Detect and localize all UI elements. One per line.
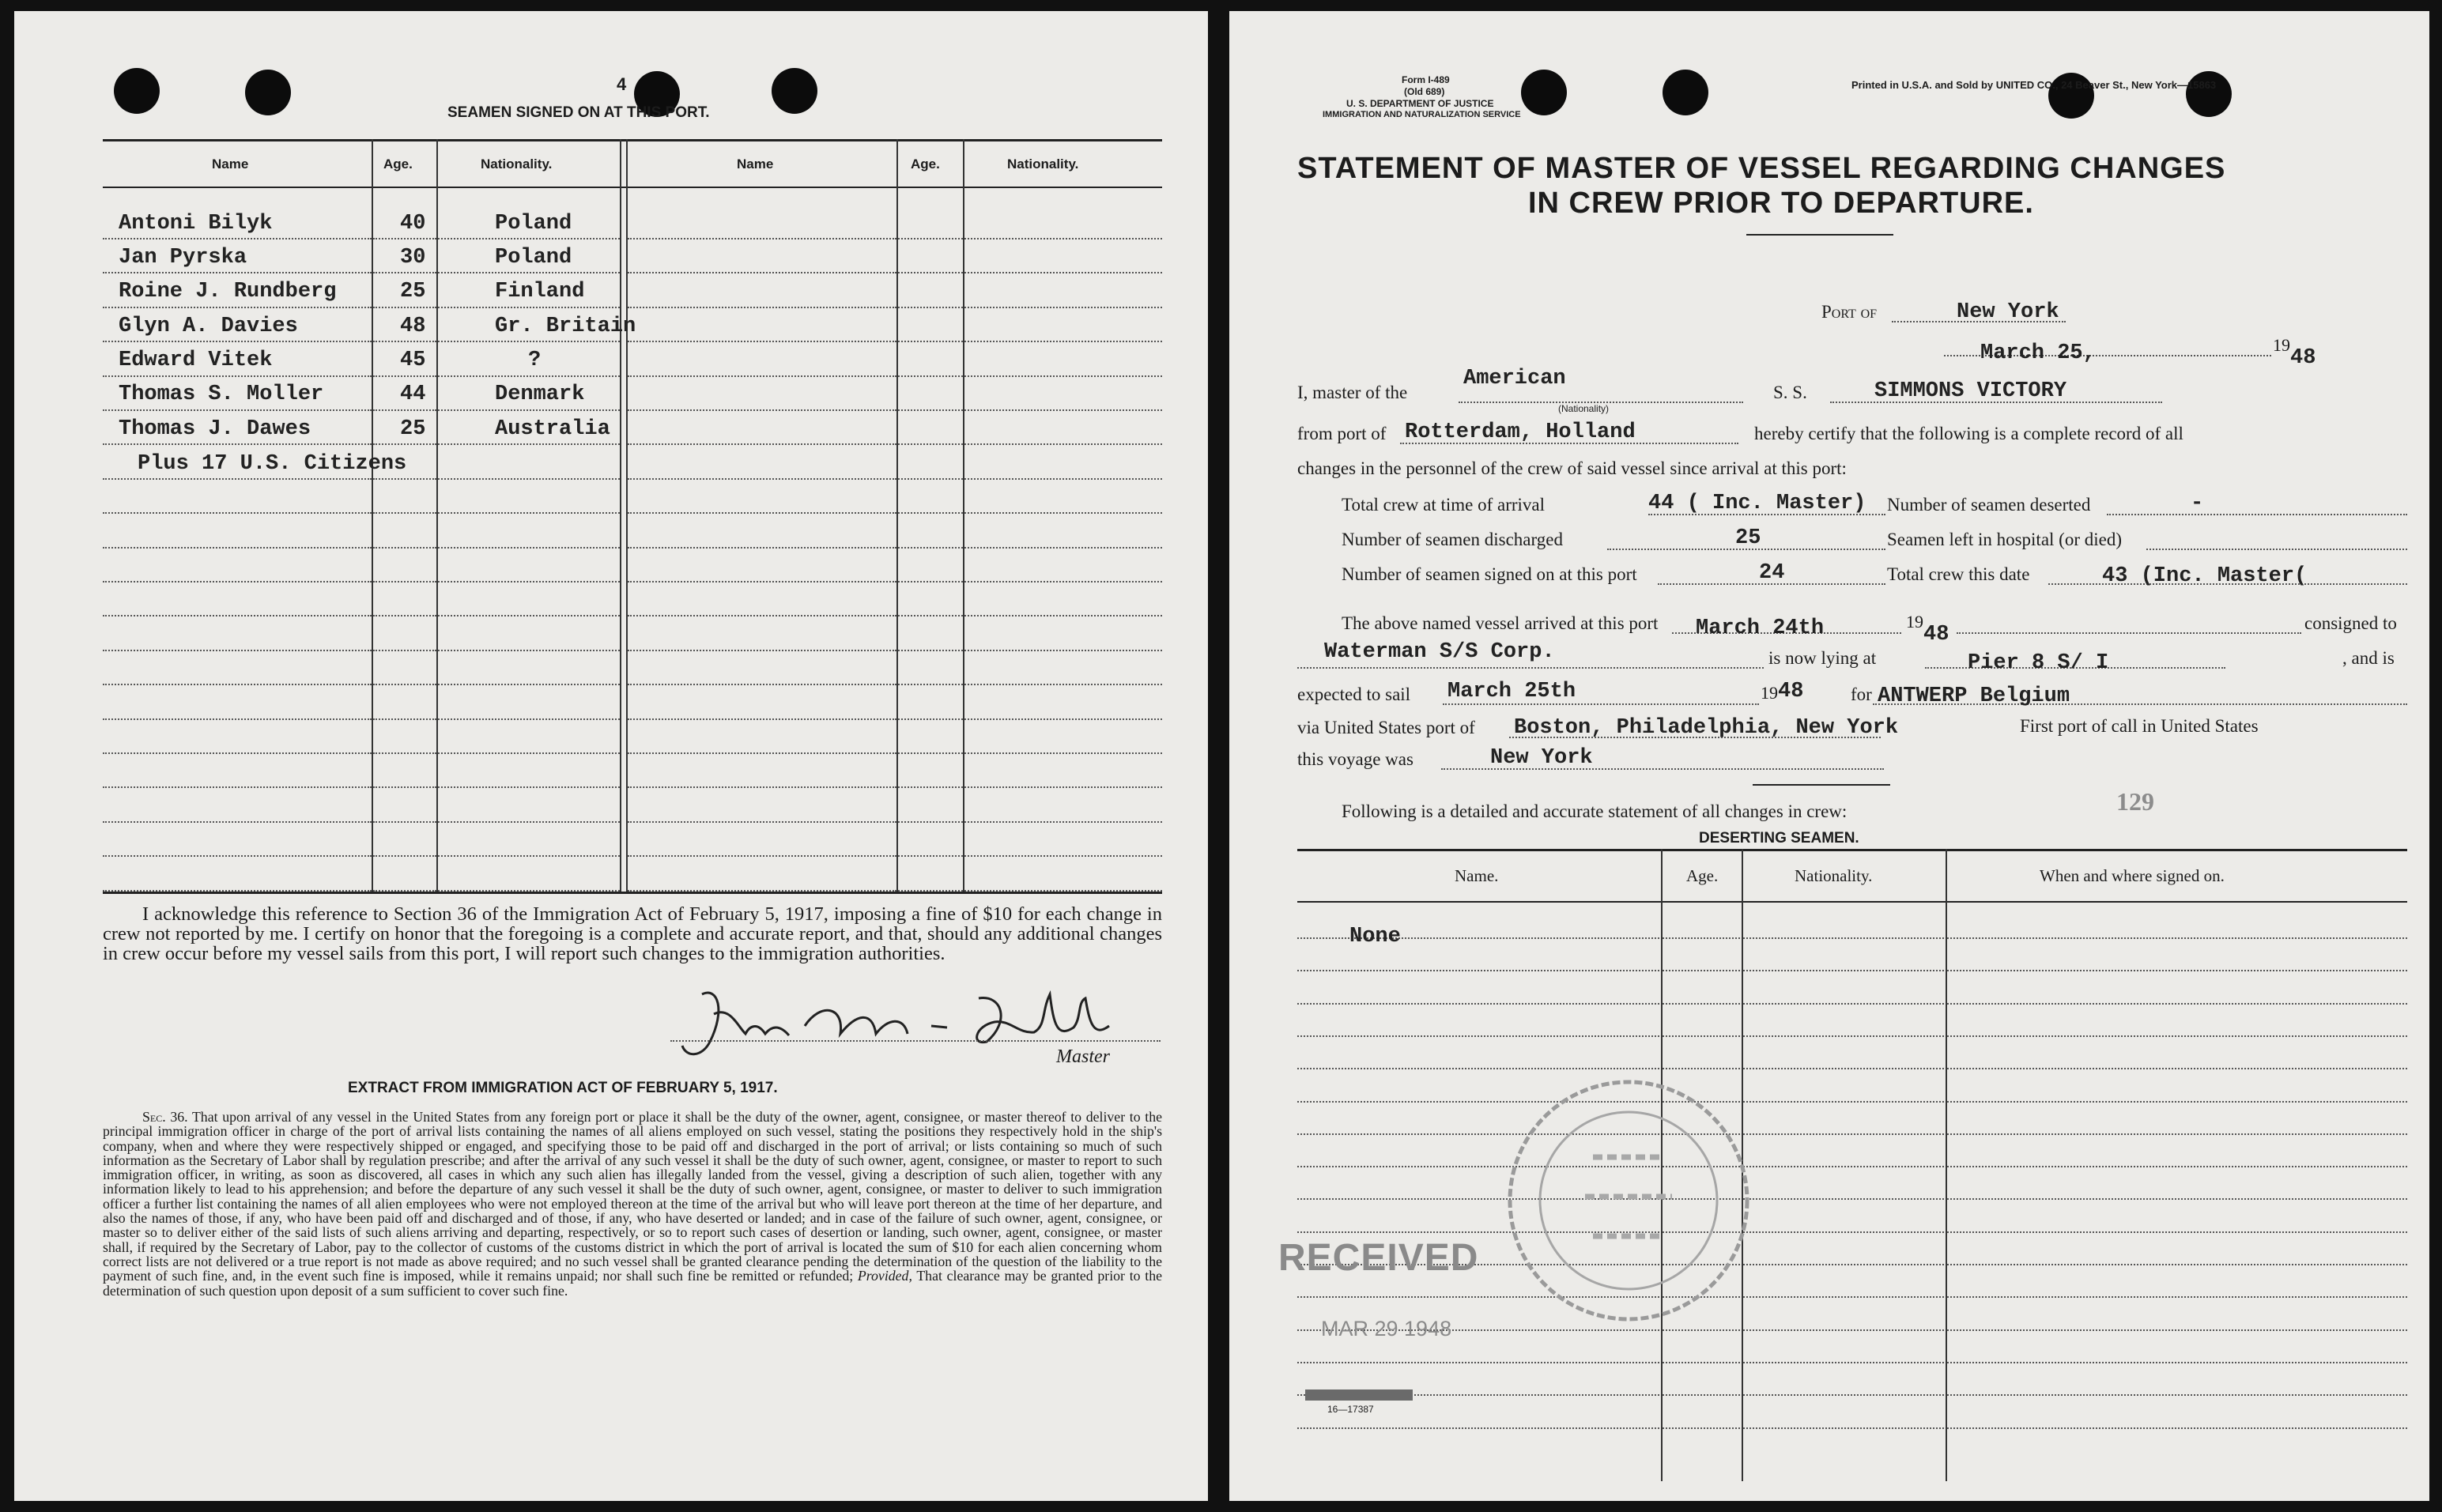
seaman-name: Antoni Bilyk — [119, 212, 273, 236]
table-row — [119, 280, 336, 304]
ruled-line — [628, 547, 896, 549]
table-row — [119, 315, 298, 338]
col-header-nationality: Nationality. — [481, 156, 553, 172]
ruled-line — [628, 512, 896, 514]
ruled-line — [628, 890, 896, 892]
for-label: for — [1851, 684, 1872, 704]
ruled-line — [1947, 1264, 2407, 1265]
ruled-line — [628, 684, 896, 685]
ruled-line — [438, 443, 620, 445]
ruled-line — [103, 341, 372, 342]
signed-on-value: 24 — [1759, 561, 1785, 585]
certify-text: hereby certify that the following is a complete record of all — [1754, 424, 2183, 443]
voyage-value: New York — [1490, 746, 1593, 770]
ruled-line — [898, 890, 963, 892]
ruled-line — [438, 307, 620, 308]
year-value: 48 — [2290, 346, 2316, 370]
total-crew-date-label: Total crew this date — [1887, 564, 2030, 584]
ruled-line — [103, 821, 372, 823]
ruled-line — [1297, 1427, 1659, 1429]
ruled-line — [438, 478, 620, 480]
right-page — [1229, 11, 2429, 1501]
vessel-name: SIMMONS VICTORY — [1874, 379, 2067, 403]
arrived-value: March 24th — [1696, 616, 1825, 640]
extract-provided: Provided, — [857, 1268, 912, 1284]
ruled-line — [373, 478, 436, 480]
seaman-nationality: Finland — [495, 280, 585, 304]
ruled-line — [964, 615, 1162, 616]
destination-value: ANTWERP Belgium — [1878, 684, 2070, 708]
changes-text: changes in the personnel of the crew of said vessel since arrival at this port: — [1297, 458, 1847, 478]
redacted-line — [1305, 1389, 1413, 1401]
ruled-line — [898, 718, 963, 720]
col-header-age: Age. — [911, 156, 940, 172]
ruled-line — [373, 650, 436, 651]
ruled-line — [898, 443, 963, 445]
seaman-nationality: Poland — [495, 246, 572, 270]
ruled-line — [1743, 1198, 1944, 1200]
extract-text — [103, 1110, 1162, 1298]
ruled-line — [1947, 1133, 2407, 1135]
lying-label: is now lying at — [1768, 648, 1877, 668]
ruled-line — [628, 718, 896, 720]
column-divider — [626, 139, 628, 892]
ruled-line — [438, 547, 620, 549]
ruled-line — [898, 650, 963, 651]
seaman-age: 40 — [400, 212, 426, 236]
seaman-name: Edward Vitek — [119, 349, 273, 372]
ruled-line — [103, 615, 372, 616]
ruled-line — [103, 238, 372, 239]
left-page — [14, 11, 1208, 1501]
ss-label: S. S. — [1773, 383, 1807, 402]
expected-year: 48 — [1778, 680, 1804, 703]
ruled-line — [964, 238, 1162, 239]
ruled-line — [628, 341, 896, 342]
department: U. S. DEPARTMENT OF JUSTICE — [1346, 98, 1494, 109]
deserting-col-signed-on: When and where signed on. — [2040, 866, 2225, 885]
ruled-line — [628, 409, 896, 411]
expected-year-prefix: 19 — [1761, 683, 1778, 703]
stamp-number: 129 — [2116, 787, 2154, 816]
seaman-nationality: Denmark — [495, 383, 585, 406]
ruled-line — [373, 786, 436, 788]
ruled-line — [373, 341, 436, 342]
ruled-line — [1743, 970, 1944, 971]
ruled-line — [1743, 937, 1944, 939]
ruled-line — [103, 375, 372, 377]
ruled-line — [438, 615, 620, 616]
deserting-header-rule — [1297, 901, 2407, 903]
ruled-line — [628, 375, 896, 377]
seaman-name: Thomas J. Dawes — [119, 417, 311, 441]
ruled-line — [628, 478, 896, 480]
ruled-line — [1947, 1427, 2407, 1429]
seaman-name: Thomas S. Moller — [119, 383, 324, 406]
expected-label: expected to sail — [1297, 684, 1411, 704]
ruled-line — [1743, 1101, 1944, 1103]
ruled-line — [103, 786, 372, 788]
col-header-nationality: Nationality. — [1007, 156, 1079, 172]
ruled-line — [898, 684, 963, 685]
ruled-line — [628, 855, 896, 857]
discharged-label: Number of seamen discharged — [1342, 530, 1563, 549]
ruled-line — [964, 650, 1162, 651]
consignee-value: Waterman S/S Corp. — [1324, 640, 1555, 664]
ruled-line — [373, 307, 436, 308]
ruled-line — [373, 443, 436, 445]
extra-note: Plus 17 U.S. Citizens — [138, 452, 407, 476]
received-date-stamp: MAR 29 1948 — [1321, 1317, 1452, 1340]
ruled-line — [1743, 1068, 1944, 1069]
ruled-line — [898, 272, 963, 273]
ruled-line — [1947, 970, 2407, 971]
ruled-line — [373, 890, 436, 892]
arrived-label: The above named vessel arrived at this port — [1342, 613, 1659, 633]
ruled-line — [628, 752, 896, 754]
table-row — [119, 417, 311, 441]
ruled-line — [1947, 1329, 2407, 1331]
nationality-value: American — [1463, 367, 1566, 390]
port-of-label: Port of — [1821, 302, 1878, 322]
section-title: SEAMEN SIGNED ON AT THIS PORT. — [447, 104, 710, 121]
arrived-year-prefix: 19 — [1906, 612, 1923, 632]
ruled-line — [438, 890, 620, 892]
ruled-line — [373, 272, 436, 273]
ruled-line — [898, 375, 963, 377]
ruled-line — [898, 855, 963, 857]
ruled-line — [1663, 937, 1740, 939]
ruled-line — [898, 512, 963, 514]
ruled-line — [438, 375, 620, 377]
nationality-caption: (Nationality) — [1558, 403, 1610, 414]
deserting-top-rule — [1297, 849, 2407, 851]
ruled-line — [438, 272, 620, 273]
form-title-line2: IN CREW PRIOR TO DEPARTURE. — [1528, 187, 2034, 220]
ruled-line — [373, 375, 436, 377]
deserting-col-nationality: Nationality. — [1795, 866, 1873, 885]
discharged-value: 25 — [1735, 526, 1761, 550]
ruled-line — [438, 341, 620, 342]
seaman-name: Roine J. Rundberg — [119, 280, 337, 304]
ruled-line — [103, 650, 372, 651]
ruled-line — [373, 855, 436, 857]
ruled-line — [1663, 1427, 1740, 1429]
ruled-line — [1663, 1394, 1740, 1396]
signed-on-label: Number of seamen signed on at this port — [1342, 564, 1637, 584]
table-row — [119, 349, 272, 372]
seaman-name: Jan Pyrska — [119, 246, 247, 270]
ruled-line — [103, 752, 372, 754]
ruled-line — [898, 786, 963, 788]
ruled-line — [103, 307, 372, 308]
ruled-line — [373, 512, 436, 514]
ruled-line — [628, 272, 896, 273]
ruled-line — [964, 478, 1162, 480]
page-number: 4 — [617, 74, 627, 94]
ruled-line — [373, 752, 436, 754]
ruled-line — [438, 821, 620, 823]
ruled-line — [1947, 1035, 2407, 1037]
deserted-value: - — [2191, 492, 2204, 515]
ruled-line — [1743, 1003, 1944, 1005]
seaman-age: 45 — [400, 349, 426, 372]
deserting-entry: None — [1349, 925, 1401, 948]
punch-hole — [245, 70, 291, 115]
ruled-line — [898, 409, 963, 411]
form-number: Form I-489 — [1402, 74, 1450, 85]
punch-hole — [772, 68, 817, 114]
ruled-line — [898, 238, 963, 239]
ruled-line — [628, 821, 896, 823]
ruled-line — [1947, 937, 2407, 939]
arrived-year: 48 — [1923, 623, 1949, 647]
ruled-line — [373, 718, 436, 720]
ruled-line — [438, 409, 620, 411]
ruled-line — [1743, 1133, 1944, 1135]
seaman-age: 44 — [400, 383, 426, 406]
ruled-line — [964, 512, 1162, 514]
ruled-line — [1663, 1068, 1740, 1069]
form-title-line1: STATEMENT OF MASTER OF VESSEL REGARDING CHANGES — [1297, 152, 2226, 185]
title-rule — [1746, 234, 1893, 236]
ruled-line — [373, 615, 436, 616]
ruled-line — [964, 890, 1162, 892]
printer-line: Printed in U.S.A. and Sold by UNITED CO., 24 Beaver St., New York—15863 — [1851, 79, 2217, 91]
seaman-nationality: Australia — [495, 417, 610, 441]
ruled-line — [1743, 1296, 1944, 1298]
ruled-line — [438, 718, 620, 720]
ruled-line — [964, 821, 1162, 823]
ruled-line — [438, 512, 620, 514]
seaman-nationality: Gr. Britain — [495, 315, 636, 338]
hospital-label: Seamen left in hospital (or died) — [1887, 530, 2123, 549]
from-port-label: from port of — [1297, 424, 1387, 443]
signature-line — [670, 1040, 1161, 1042]
ruled-line — [1297, 1362, 1659, 1363]
ruled-line — [898, 341, 963, 342]
table-bottom-rule — [103, 892, 1162, 894]
ruled-line — [103, 272, 372, 273]
ruled-line — [1297, 1035, 1659, 1037]
ruled-line — [438, 238, 620, 239]
ruled-line — [964, 581, 1162, 583]
ruled-line — [964, 375, 1162, 377]
master-label: I, master of the — [1297, 383, 1408, 402]
and-is-label: , and is — [2342, 648, 2395, 668]
ruled-line — [1947, 1296, 2407, 1298]
ruled-line — [1743, 1035, 1944, 1037]
deserting-title: DESERTING SEAMEN. — [1699, 830, 1859, 846]
ruled-line — [1297, 1003, 1659, 1005]
column-divider — [372, 139, 373, 892]
column-divider — [896, 139, 898, 892]
deserting-col-age: Age. — [1686, 866, 1719, 885]
via-label: via United States port of — [1297, 718, 1475, 737]
ruled-line — [438, 786, 620, 788]
ruled-line — [1947, 1362, 2407, 1363]
seaman-age: 25 — [400, 280, 426, 304]
consigned-label: consigned to — [2304, 613, 2397, 633]
ruled-line — [438, 581, 620, 583]
ruled-line — [1743, 1166, 1944, 1167]
ruled-line — [438, 752, 620, 754]
ruled-line — [438, 650, 620, 651]
ruled-line — [898, 478, 963, 480]
divider-rule — [1753, 784, 1890, 786]
extract-section: Sec. 36. — [142, 1109, 188, 1125]
ruled-line — [964, 409, 1162, 411]
ruled-line — [1947, 1166, 2407, 1167]
form-code: 16—17387 — [1327, 1404, 1374, 1415]
ruled-line — [103, 478, 372, 480]
col-header-age: Age. — [383, 156, 413, 172]
seaman-nationality: ? — [528, 349, 542, 372]
ruled-line — [628, 650, 896, 651]
ruled-line — [103, 547, 372, 549]
ruled-line — [628, 615, 896, 616]
ruled-line — [103, 718, 372, 720]
ruled-line — [438, 855, 620, 857]
extract-title: EXTRACT FROM IMMIGRATION ACT OF FEBRUARY 5, 1917. — [348, 1080, 778, 1096]
ruled-line — [898, 307, 963, 308]
table-row — [119, 246, 247, 270]
column-divider — [963, 139, 964, 892]
ruled-line — [103, 890, 372, 892]
ruled-line — [1947, 1231, 2407, 1233]
ruled-line — [964, 547, 1162, 549]
seaman-name: Glyn A. Davies — [119, 315, 298, 338]
ruled-line — [1743, 1329, 1944, 1331]
lying-value: Pier 8 S/ I — [1968, 651, 2109, 675]
deserting-col-name: Name. — [1455, 866, 1499, 885]
punch-hole — [1663, 70, 1708, 115]
ruled-line — [628, 581, 896, 583]
date-value: March 25, — [1980, 341, 2096, 365]
ruled-line — [103, 512, 372, 514]
ruled-line — [103, 684, 372, 685]
punch-hole — [1521, 70, 1567, 115]
total-crew-date-value: 43 (Inc. Master( — [2102, 564, 2308, 588]
ruled-line — [628, 443, 896, 445]
ruled-line — [964, 718, 1162, 720]
ruled-line — [964, 341, 1162, 342]
ruled-line — [1947, 1198, 2407, 1200]
table-top-rule — [103, 139, 1162, 141]
ruled-line — [964, 684, 1162, 685]
following-text: Following is a detailed and accurate statement of all changes in crew: — [1342, 801, 1848, 821]
ruled-line — [373, 821, 436, 823]
deserted-label: Number of seamen deserted — [1887, 495, 2091, 515]
ruled-line — [898, 821, 963, 823]
seaman-age: 48 — [400, 315, 426, 338]
signature-role: Master — [1056, 1046, 1110, 1067]
via-value: Boston, Philadelphia, New York — [1514, 716, 1899, 740]
ruled-line — [438, 684, 620, 685]
ruled-line — [103, 409, 372, 411]
extract-body: That upon arrival of any vessel in the United States from any foreign port or place it shall be the duty of the owner, agent, consignee, or master thereof to deliver to the principal immigration officer in charge of the port of arrival lists containing the names of all aliens employed on such vessel, stating the positions they respectively hold in the ship's company, when and where they were respectively shipped or engaged, and specifying those to be paid off and discharged in the port of arrival; or lists containing so much of such information as the Secretary of Labor shall by regulation prescribe; and after the arrival of any such vessel it shall be the duty of such owner, agent, consignee, or master to report to such immigration officer, in writing, as soon as discovered, all cases in which any such alien has illegally landed from the vessel, giving a description of such alien, together with any information likely to lead to his apprehension; and before the departure of any such vessel it shall be the duty of such owner, agent, consignee, or master to deliver to such immigration officer a further list containing the names of all alien employees who were not employed thereon at the time of the arrival but who will leave port thereon at the time of her departure, and also the names of those, if any, who have been paid off and discharged and of those, if any, who have deserted or landed; and in case of the failure of such owner, agent, consignee, or master so to deliver either of the said lists of such aliens arriving and departing, respectively, or so to report such cases of desertion or landing, such owner, agent, consignee, or master shall, if required by the Secretary of Labor, pay to the collector of customs of the customs district in which the port of arrival is located the sum of $10 for each alien concerning whom correct lists are not delivered or a true report is not made as above required; and no such vessel shall be granted clearance pending the determination of the question of the liability to the payment of such fine, and, in the event such fine is imposed, while it remains unpaid; nor shall such fine be remitted or refunded; — [103, 1109, 1163, 1284]
from-port-value: Rotterdam, Holland — [1405, 420, 1636, 444]
ruled-line — [628, 238, 896, 239]
ruled-line — [898, 752, 963, 754]
voyage-label: this voyage was — [1297, 749, 1413, 769]
ruled-line — [964, 752, 1162, 754]
table-row — [119, 383, 323, 406]
ruled-line — [1663, 1003, 1740, 1005]
ruled-line — [1663, 970, 1740, 971]
extract-tail: That clearance may be granted prior to the determination of such question upon deposit of a sum sufficient to cover such fine. — [103, 1268, 1162, 1299]
first-port-label: First port of call in United States — [2020, 716, 2259, 736]
table-header-rule — [103, 187, 1162, 188]
column-divider — [620, 139, 621, 892]
col-header-name: Name — [212, 156, 249, 172]
ruled-line — [1947, 1101, 2407, 1103]
ruled-line — [1947, 1003, 2407, 1005]
port-of-value: New York — [1957, 300, 2059, 324]
ruled-line — [964, 443, 1162, 445]
ruled-line — [1663, 1035, 1740, 1037]
ruled-line — [964, 786, 1162, 788]
service: IMMIGRATION AND NATURALIZATION SERVICE — [1323, 110, 1521, 119]
form-old-number: (Old 689) — [1404, 86, 1445, 97]
ruled-line — [1947, 1394, 2407, 1396]
ruled-line — [103, 581, 372, 583]
column-divider — [436, 139, 438, 892]
ruled-line — [1743, 1362, 1944, 1363]
year-prefix: 19 — [2273, 335, 2290, 355]
ruled-line — [964, 855, 1162, 857]
ruled-line — [373, 684, 436, 685]
ruled-line — [1297, 970, 1659, 971]
seaman-age: 30 — [400, 246, 426, 270]
total-crew-arrival-label: Total crew at time of arrival — [1342, 495, 1546, 515]
ruled-line — [898, 581, 963, 583]
ruled-line — [1743, 1264, 1944, 1265]
ruled-line — [373, 547, 436, 549]
ruled-line — [373, 581, 436, 583]
punch-hole — [114, 68, 160, 114]
ruled-line — [373, 238, 436, 239]
ruled-line — [1743, 1394, 1944, 1396]
ruled-line — [1743, 1427, 1944, 1429]
ruled-line — [964, 307, 1162, 308]
punch-hole — [2186, 71, 2232, 117]
table-row — [119, 212, 272, 236]
ruled-line — [373, 409, 436, 411]
ruled-line — [1663, 1362, 1740, 1363]
seaman-nationality: Poland — [495, 212, 572, 236]
ruled-line — [898, 615, 963, 616]
expected-value: March 25th — [1447, 680, 1576, 703]
ruled-line — [964, 272, 1162, 273]
ruled-line — [1743, 1231, 1944, 1233]
received-stamp: RECEIVED — [1278, 1237, 1479, 1279]
ruled-line — [628, 786, 896, 788]
ruled-line — [103, 855, 372, 857]
ruled-line — [898, 547, 963, 549]
round-official-stamp — [1498, 1070, 1759, 1331]
total-crew-arrival-value: 44 ( Inc. Master) — [1648, 492, 1866, 515]
acknowledgment-text: I acknowledge this reference to Section 36 of the Immigration Act of February 5, 1917, imposing a fine of $10 for each change in crew not reported by me. I certify on honor that the foregoing is a complete and accurate report, and that, should any additional changes in crew occur before my vessel sails from this port, I will report such changes to the immigration authorities. — [103, 903, 1162, 964]
seaman-age: 25 — [400, 417, 426, 441]
col-header-name: Name — [737, 156, 774, 172]
ruled-line — [1947, 1068, 2407, 1069]
ruled-line — [1297, 1068, 1659, 1069]
ruled-line — [103, 443, 372, 445]
ruled-line — [628, 307, 896, 308]
